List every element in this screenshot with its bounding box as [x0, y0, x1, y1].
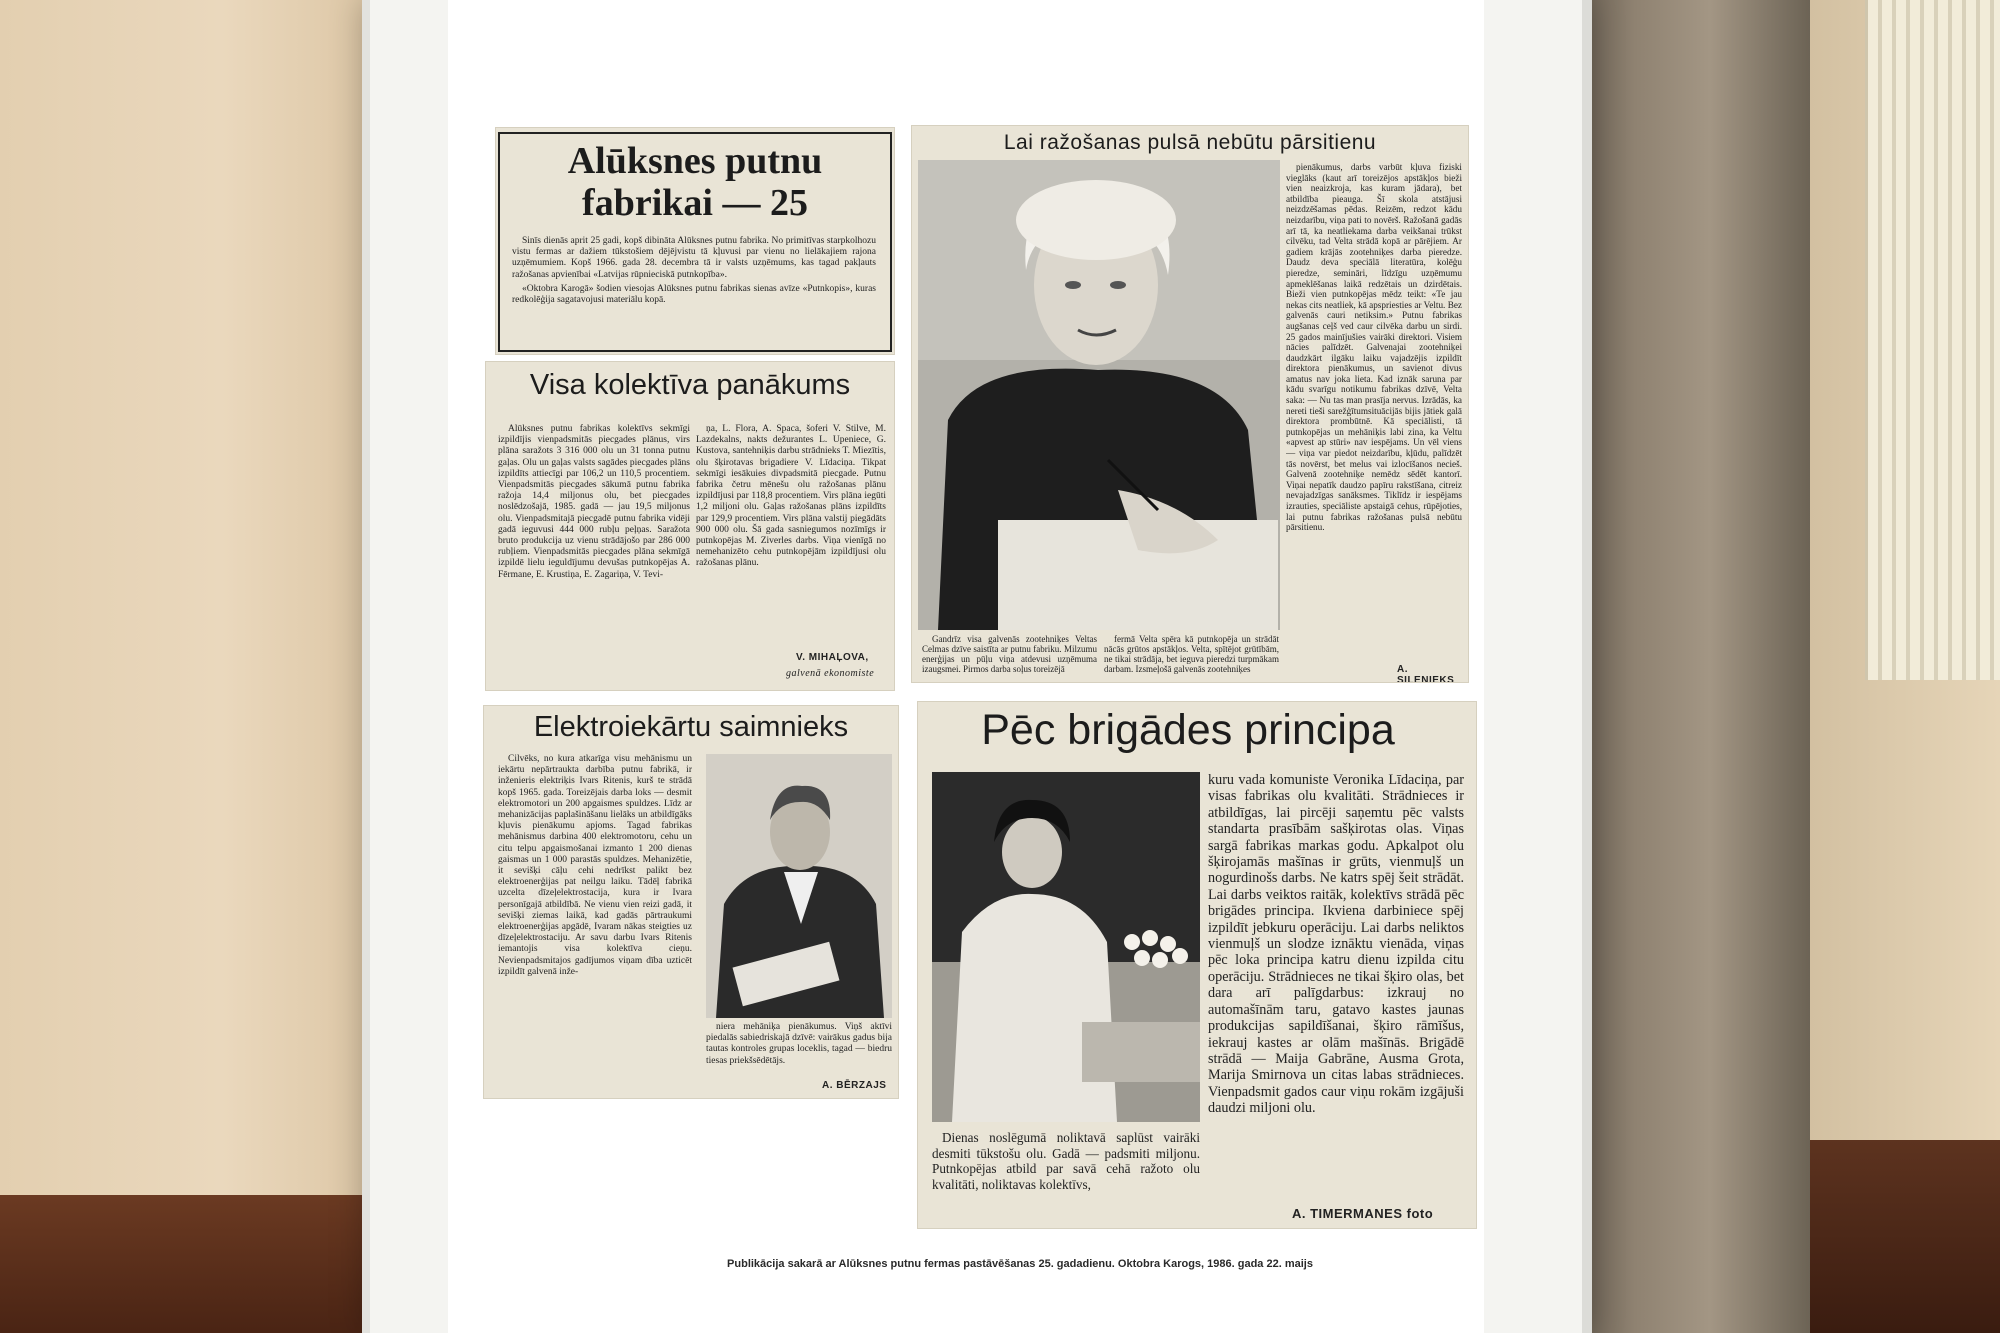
clipping-brigade-principle — [918, 702, 1476, 1228]
wall-left — [0, 0, 370, 1333]
author-signature: A. BĒRZAJS — [822, 1080, 887, 1091]
article-column-1 — [498, 424, 690, 686]
author-title: galvenā ekonomiste — [786, 668, 875, 679]
clipping-anniversary — [496, 128, 894, 354]
lead-text-2: «Oktobra Karogā» šodien viesojas Alūksnes putnu fabrikas sienas avīze «Putnkopis», kuras redkolēģija sagatavojusi materiālu kopā. — [512, 283, 876, 306]
headline-line-1: Alūksnes putnu — [567, 140, 823, 182]
clipping-electrical-master — [484, 706, 898, 1098]
easel-stand — [1560, 0, 1810, 1333]
clipping-collective-achievement — [486, 362, 894, 690]
column-text: pienākumus, darbs varbūt kļuva fiziski vieglāks (kaut arī toreizējos apstākļos bieži vien neaizkroja, kas kuram jādara), bet atbildība pieauga. Šī skola atstājusi neizdzēšamas pēdas. Reizēm, redzot kādu neizdarību, viņa pati to novērš. Ražošanā gadās arī tā, ka neatliekama darba veikšanai trūkst cilvēku, tad Velta strādā kopā ar pārējiem. Ar gadiem krājās zootehniķes darba pieredze. Daudz deva speciālā literatūra, kolēģu pieredze, semināri, līdzīgu uzņēmumu apmeklēšanas laikā redzētais un dzirdētais. Bieži vien putnkopējas mēdz teikt: «Te jau nekas cits neatliek, kā apspriesties ar Veltu. Bez galvenās cauri netiksim.» Putnu fabrikas augšanas ceļš ved caur cilvēka darbu un sirdi. 25 gados mainījušies vairāki direktori. Visiem nācies palīdzēt. Galvenajai zootehniķei daudzkārt ilgāku laiku vajadzējis izpildīt direktora pienākumus, un savienot divus amatus nav joka lieta. Kad iznāk saruna par kādu svarīgu notikumu fabrikas dzīvē, Velta saka: — Nu tas man prasīja nervus. Izrādās, ka nereti tieši sarežģītumsituācijās bijis jātiek galā direktora prombūtnē. Kā speciālisti, tā putnkopējas un mehāniķis labi zina, ka Veltu «apvest ap stūri» nav iespējams. Un vēl viens — viņa var piedot neizdarību, kļūdu, palīdzēt tās novērst, bet melus vai izlocīšanos necieš. Galvenā zootehniķe nemēdz sēdēt kantorī. Viņai nepatīk daudzo papīru rakstīšana, citreiz nevajadzīgas sanāksmes. Tiklīdz ir iespējams izrauties, speciāliste apstaigā cehus, rūpējoties, lai putnu fabrikas ražošanas pulsā nebūtu pārsitienu. — [1286, 162, 1462, 533]
article-headline: Pēc brigādes principa — [981, 706, 1395, 754]
caption-text: fermā Velta spēra kā putnkopēja un strādāt nācās grūtos apstākļos. Velta, spītējot grūtībām, ne tikai strādāja, bet ieguva pieredzi turpmākam darbam. Izsmeļošā galvenās zootehniķes — [1104, 634, 1279, 674]
column-text: kuru vada komuniste Veronika Līdaciņa, par visas fabrikas olu kvalitāti. Strādnieces ir atbildīgas, lai pircēji saņemtu pēc valsts standarta prasībām sašķirotas olas. Viņas sargā fabrikas markas godu. Apkalpot olu šķirojamās mašīnas ir grūts, vienmuļš un nogurdinošs darbs. Ne katrs spēj šeit strādāt. Lai darbs veiktos raitāk, kolektīvs strādā pēc brigādes principa. Ikviena darbiniece spēj izpildīt jebkuru operāciju. Lai darbs neliktos vienmuļš un slodze iznāktu vienāda, viņas pēc loka principa katru dienu izpilda citu operāciju. Strādnieces ne tikai šķiro olas, bet dara arī palīgdarbus: izkrauj no automašīnām taru, gatavo kastes jaunas produkcijas sapildīšanai, šķiro rāmīšus, iekrauj kastes ar olām mašīnās. Brigādē strādā — Maija Gabrāne, Ausma Grota, Marija Smirnova un citas labas strādnieces. Vienpadsmit gados caur viņu rokām izgājuši daudzi miljoni olu. — [1208, 772, 1464, 1117]
author-signature: A. SILENIEKS — [1397, 664, 1455, 682]
clipping-production-pulse — [912, 126, 1468, 682]
article-headline: Visa kolektīva panākums — [529, 369, 851, 401]
column-text: ņa, L. Flora, A. Spaca, šoferi V. Stilve, M. Lazdekalns, nakts dežurantes L. Upeniece, G. Kustova, santehniķis darbu strādnieks T. Miezītis, olu šķirotavas brigadiere V. Līdaciņa. Tikpat sekmīgi iesākuies divpadsmitā piecgade. Putnu fabrika četru mēnešu olu ražošanas plānu izpildījusi par 118,8 procentiem. Virs plāna iegūti 1,2 miljoni olu. Gaļas ražošanas plāns izpildīts par 129,9 procentiem. Virs plāna valstij piegādāts 900 000 olu. Šā gada sasniegumos nozīmīgs ir putnkopējas M. Ziverles darbs. Viņa vienīgā no nemehanizēto cehu putnkopējām izpildījusi olu ražošanas plānu. — [696, 424, 886, 569]
portrait-illustration — [918, 160, 1280, 630]
article-headline: Lai ražošanas pulsā nebūtu pārsitienu — [1003, 131, 1377, 154]
electrician-illustration — [706, 754, 892, 1018]
column-text: niera mehāniķa pienākumus. Viņš aktīvi piedalās sabiedriskajā dzīvē: vairākus gadus bija tautas kontroles grupas loceklis, tagad — biedru tiesas priekšsēdētājs. — [706, 1022, 892, 1066]
article-column-1 — [1208, 772, 1464, 1192]
article-column-2 — [706, 1022, 892, 1074]
column-text: Dienas noslēgumā noliktavā saplūst vairāki desmiti tūkstošu olu. Gadā — padsmiti miljonu. Putnkopējas atbild par savā cehā ražoto olu kvalitāti, noliktavas kolektīvs, — [932, 1130, 1200, 1192]
electrician-photo — [706, 754, 892, 1018]
column-text: Alūksnes putnu fabrikas kolektīvs sekmīgi izpildījis vienpadsmitās piecgades plānus, virs plāna saražots 3 316 000 olu un 31 tonna putnu gaļas. Olu un gaļas valsts sagādes piecgades plāns izpildīts attiecīgi par 106,2 un 110,5 procentiem. Vienpadsmitās piecgades sākumā putnu fabrika ražoja 14,4 miljonus olu, bet piecgades noslēdzošajā, 1985. gadā — jau 19,5 miljonus olu. Vienpadsmitajā piecgadē putnu fabrika vidēji gadā ieguvusi 444 000 rubļu peļņas. Saražota bruto produkcija uz vienu strādājošo par 286 000 rubļiem. Vienpadsmitās piecgades plāna sekmīgā izpildē lielu ieguldījumu devušas putnkopējas A. Fērmane, E. Krustiņa, E. Zagariņa, V. Tevi- — [498, 424, 690, 580]
photo-caption-1 — [922, 634, 1097, 680]
egg-sorting-photo — [932, 772, 1200, 1122]
article-column — [1286, 162, 1462, 668]
radiator — [1865, 0, 2000, 680]
portrait-photo — [918, 160, 1280, 630]
caption-text: Gandrīz visa galvenās zootehniķes Veltas Celmas dzīve saistīta ar putnu fabriku. Milzumu enerģijas un pūļu viņa atdevusi uzņēmuma izaugsmei. Pirmos darba soļus toreizējā — [922, 634, 1097, 674]
author-signature: V. MIHAĻOVA, — [796, 652, 869, 663]
article-column-2 — [696, 424, 886, 646]
article-column-2 — [932, 1130, 1200, 1222]
column-text: Cilvēks, no kura atkarīga visu mehānismu un iekārtu nepārtraukta darbība putnu fabrikā, ir inženieris elektriķis Ivars Ritenis, kurš te strādā kopš 1965. gada. Toreizējais darba loks — desmit elektromotori un 200 apgaismes spuldzes. Līdz ar mehanizācijas paplašināšanu lielāks un atbildīgāks kļuvis pienākumu apjoms. Tagad fabrikas mehānismus darbina 400 elektromotoru, cehu un citu telpu apgaismošanai izmanto 1 200 dienas gaismas un 1 000 parastās spuldzes. Mehanizētie, it sevišķi cāļu cehi nedrīkst palikt bez elektroenerģijas pat neilgu laiku. Tādēļ fabrikā uzcelta dīzeļelektrostacija, kura ir Ivara personīgajā atbildībā. Ne vienu vien reizi gadā, it sevišķi ziemas laikā, kad gadās pārtraukumi elektroenerģijas apgādē, Ivaram nākas steigties uz dīzeļelektrostaciju. Ar savu darbu Ivars Ritenis iemantojis visa kolektīva cieņu. Nevienpadsmitajos gadījumos viņam dība uzticēt izpildīt galvenā inže- — [498, 754, 692, 977]
lead-text: Šinīs dienās aprit 25 gadi, kopš dibināta Alūksnes putnu fabrika. No primitīvas starpkolhozu vistu fermas ar dažiem tūkstošiem dējējvistu tā kļuvusi par vienu no lielākajiem rajona uzņēmumiem. Kopš 1966. gada 28. decembra tā ir valsts uzņēmums, kas tagad pakļauts ražošanas apvienībai «Latvijas rūpnieciskā putnkopība». — [512, 236, 876, 280]
exhibit-caption: Publikācija sakarā ar Alūksnes putnu fermas pastāvēšanas 25. gadadienu. Oktobra Karogs, 1986. gada 22. maijs — [727, 1258, 1313, 1270]
egg-sorting-illustration — [932, 772, 1200, 1122]
article-column — [498, 754, 692, 1092]
lead-paragraph — [512, 236, 876, 346]
headline-line-2: fabrikai — 25 — [582, 182, 808, 224]
photo-caption-2 — [1104, 634, 1279, 680]
photo-credit: A. TIMERMANES foto — [1292, 1206, 1434, 1221]
article-headline: Elektroiekārtu saimnieks — [533, 711, 849, 743]
skirting-board — [0, 1195, 370, 1333]
